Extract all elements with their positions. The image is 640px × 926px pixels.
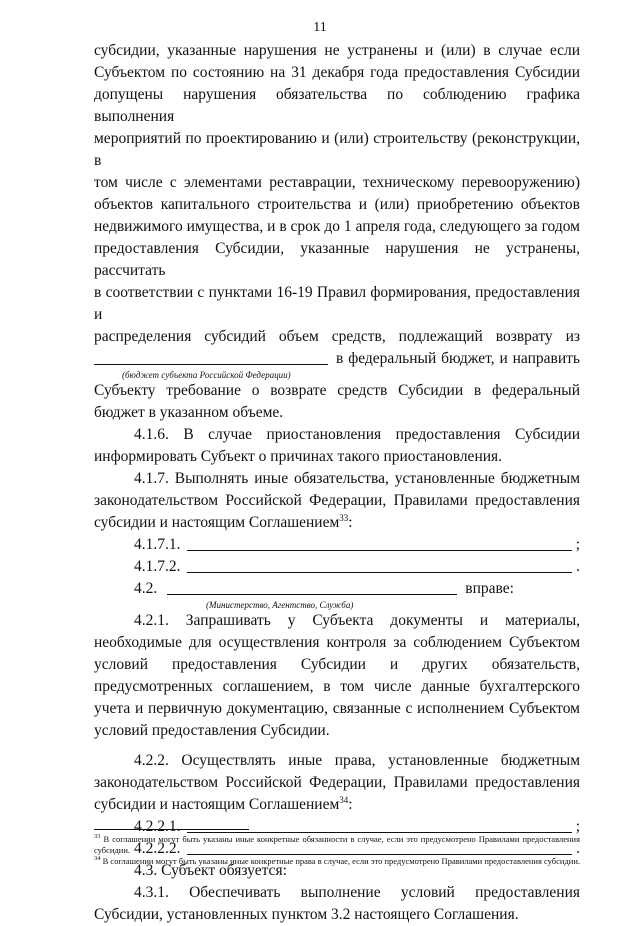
item-label: 4.2.2.2. [134,840,181,857]
text-line: объектов капитального строительства и (или) приобретению объектов [94,196,580,213]
item-tail: вправе: [465,580,514,597]
item-tail: . [576,558,580,575]
text-line: субсидии, указанные нарушения не устранены и (или) в случае если [94,42,580,59]
item-4-2-2 [94,750,580,816]
item-4-1-7 [94,468,580,534]
item-4-1-6: 4.1.6. В случае приостановления предоставления Субсидии информировать Субъект о причинах такого приостановления. [94,426,580,465]
footnote-ref-34: 34 [339,794,349,805]
budget-caption: (бюджет субъекта Российской Федерации) [122,370,291,380]
text-line: недвижимого имущества, и в срок до 1 апреля года, следующего за годом [94,218,580,235]
footnote-text: В соглашении могут быть указаны иные конкретные обязанности в случае, если это предусмотрено Правилами предоставления субсидии. [94,834,580,855]
ministry-caption: (Министерство, Агентство, Служба) [206,600,354,610]
budget-fill-line [94,363,328,365]
item-label: 4.2.2.1. [134,818,181,835]
item-label: 4.1.7.1. [134,536,181,553]
footnotes [94,834,580,867]
text-line: предоставления Субсидии, указанные нарушения не устранены, рассчитать [94,240,580,279]
item-4-2-2-end: : [348,796,353,813]
footnote-33 [94,834,580,856]
item-tail: ; [575,536,580,553]
item-4-1-7-end: : [348,514,353,531]
document-body [94,40,580,926]
footnote-ref-33: 33 [339,512,349,523]
text-line: Субъектом по состоянию на 31 декабря года предоставления Субсидии [94,64,580,81]
text-line: в соответствии с пунктами 16-19 Правил формирования, предоставления и [94,284,580,323]
item-4-3-1: 4.3.1. Обеспечивать выполнение условий предоставления Субсидии, установленных пунктом 3.2 настоящего Соглашения. [94,884,580,923]
footnote-number: 33 [94,833,101,841]
item-label: 4.1.7.2. [134,558,181,575]
budget-blank-row [94,348,580,370]
item-tail: ; [575,818,580,835]
footnote-text: В соглашении могут быть указаны иные конкретные права в случае, если это предусмотрено Правилами предоставления субсидии. [102,856,580,866]
text-line: в федеральный бюджет, и направить [336,350,580,367]
footnote-34 [94,856,580,867]
item-4-1-7-1 [94,534,580,556]
item-label: 4.2. [134,580,158,597]
item-4-2 [94,578,580,600]
text-line: том числе с элементами реставрации, техническому перевооружению) [94,174,580,191]
text-line: распределения субсидий объем средств, подлежащий возврату из [94,328,580,345]
footnote-separator [94,829,249,830]
item-4-2-1: 4.2.1. Запрашивать у Субъекта документы и материалы, необходимые для осуществления контроля за соблюдением Субъектом условий предоставления Субсидии и других обязательств, предусмотренных соглашением, в том числе данные бухгалтерского учета и первичную документацию, связанные с исполнением Субъектом условий предоставления Субсидии. [94,612,580,739]
item-4-2-2-text: 4.2.2. Осуществлять иные права, установленные бюджетным законодательством Российской Федерации, Правилами предоставления субсидии и настоящим Соглашением [94,752,580,813]
footnote-number: 34 [94,855,101,863]
text-line: мероприятий по проектированию и (или) строительству (реконструкции, в [94,130,580,169]
text-line: допущены нарушения обязательства по соблюдению графика выполнения [94,86,580,125]
text-line: Субъекту требование о возврате средств Субсидии в федеральный бюджет в указанном объеме. [94,382,580,421]
fill-line [187,831,572,833]
item-4-3: 4.3. Субъект обязуется: [134,862,287,879]
item-4-1-7-2 [94,556,580,578]
fill-line [187,549,572,551]
continuation-paragraph [94,40,580,424]
fill-line [187,571,573,573]
page-number: 11 [313,20,327,35]
item-4-1-7-text: 4.1.7. Выполнять иные обязательства, установленные бюджетным законодательством Российской Федерации, Правилами предоставления субсидии и настоящим Соглашением [94,470,580,531]
item-tail: . [576,840,580,857]
ministry-fill-line [167,593,457,595]
